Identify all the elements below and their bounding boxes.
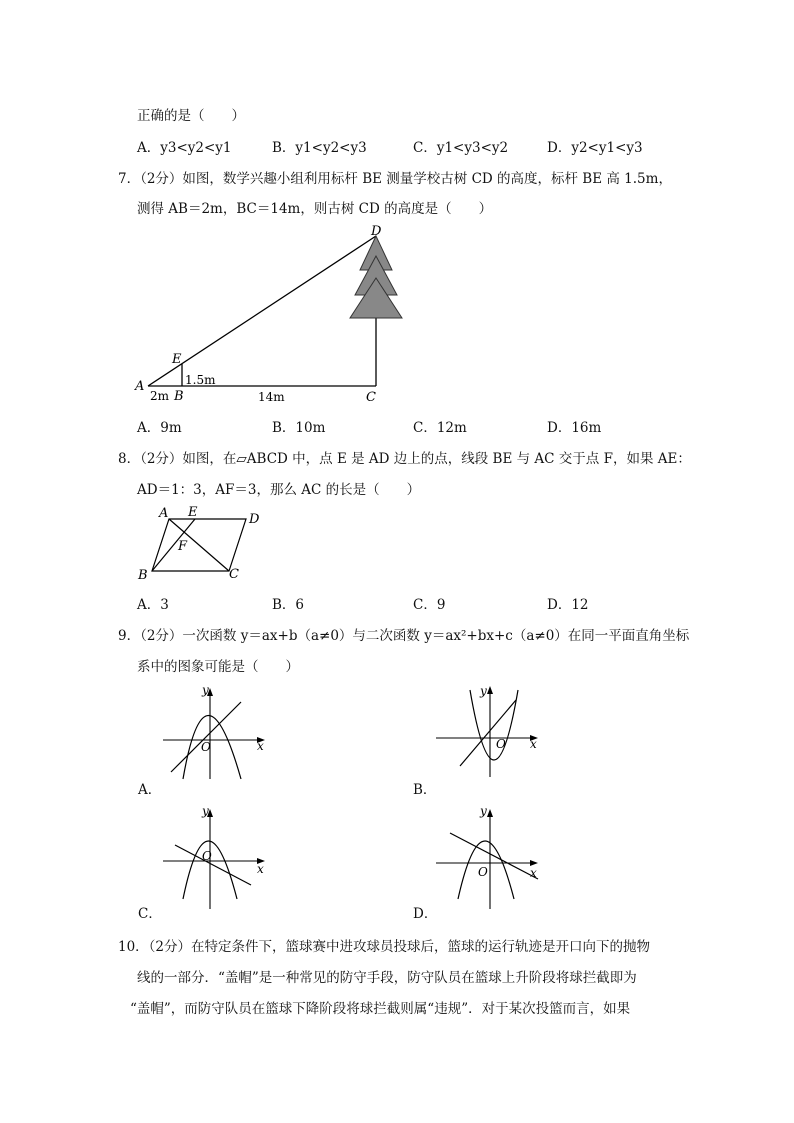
q7-label-ab: 2m [150,389,170,403]
q6-option-c: C．y1<y3<y2 [413,140,509,156]
q9-graph-a [155,682,270,782]
q6-option-a: A．y3<y2<y1 [137,140,232,156]
q9-c-x-label: x [257,862,264,876]
q6-tail: 正确的是（ ） [137,108,245,124]
q7-line-2: 测得 AB＝2m，BC＝14m，则古树 CD 的高度是（ ） [137,201,493,217]
q8-label-a: A [159,506,169,521]
q8-option-c: C．9 [413,597,446,613]
q10-line-1: 10．（2分）在特定条件下，篮球赛中进攻球员投球后，篮球的运行轨迹是开口向下的抛物 [118,939,651,955]
q7-label-bc: 14m [258,390,285,404]
q10-line-3: “盖帽”，而防守队员在篮球下降阶段将球拦截则属“违规”．对于某次投篮而言，如果 [130,1001,631,1017]
q6-option-d: D．y2<y1<y3 [547,140,643,156]
q8-figure [135,502,275,584]
q8-label-f: F [178,539,188,554]
q9-line-2: 系中的图象可能是（ ） [137,659,299,675]
q6-option-b: B．y1<y2<y3 [272,140,367,156]
q8-label-d: D [249,512,260,527]
q9-b-y-label: y [480,684,487,698]
q7-label-a: A [135,379,145,394]
q7-label-d: D [371,224,382,239]
q9-c-origin: O [202,849,212,863]
q9-d-x-label: x [530,866,537,880]
q9-a-y-label: y [202,683,209,697]
q7-option-c: C．12m [413,420,467,436]
q9-a-x-label: x [257,739,264,753]
q9-graph-d [430,803,545,913]
q9-b-x-label: x [530,737,537,751]
q8-line-1: 8．（2分）如图，在▱ABCD 中，点 E 是 AD 边上的点，线段 BE 与 AC 交于点 F，如果 AE： [118,451,691,467]
q8-option-a: A．3 [137,597,169,613]
q7-label-b: B [174,389,184,404]
q8-label-b: B [138,568,148,583]
q9-option-c: C． [138,906,162,922]
q8-option-b: B．6 [272,597,305,613]
q7-line-1: 7．（2分）如图，数学兴趣小组利用标杆 BE 测量学校古树 CD 的高度，标杆 BE 高 1.5m， [118,171,672,187]
q7-label-be: 1.5m [185,373,216,387]
q9-option-d: D． [413,906,438,922]
q7-label-e: E [172,352,182,367]
q7-option-d: D．16m [547,420,602,436]
q7-figure [130,220,420,410]
q9-d-y-label: y [480,804,487,818]
q9-b-origin: O [496,737,506,751]
q8-label-c: C [229,567,239,582]
q9-graph-b [430,680,545,780]
q9-option-a: A． [138,782,162,798]
q7-option-b: B．10m [272,420,326,436]
q8-line-2: AD＝1：3，AF＝3，那么 AC 的长是（ ） [137,482,421,498]
q8-option-d: D．12 [547,597,589,613]
q9-graph-c [155,803,270,913]
q7-label-c: C [366,390,376,405]
q9-a-origin: O [201,740,211,754]
q7-option-a: A．9m [137,420,182,436]
q9-c-y-label: y [202,804,209,818]
q9-line-1: 9．（2分）一次函数 y＝ax+b（a≠0）与二次函数 y＝ax²+bx+c（a≠0）在同一平面直角坐标 [118,628,690,644]
q8-label-e: E [188,505,198,520]
q9-option-b: B． [413,782,437,798]
q9-d-origin: O [478,865,488,879]
q10-line-2: 线的一部分．“盖帽”是一种常见的防守手段，防守队员在篮球上升阶段将球拦截即为 [137,970,637,986]
